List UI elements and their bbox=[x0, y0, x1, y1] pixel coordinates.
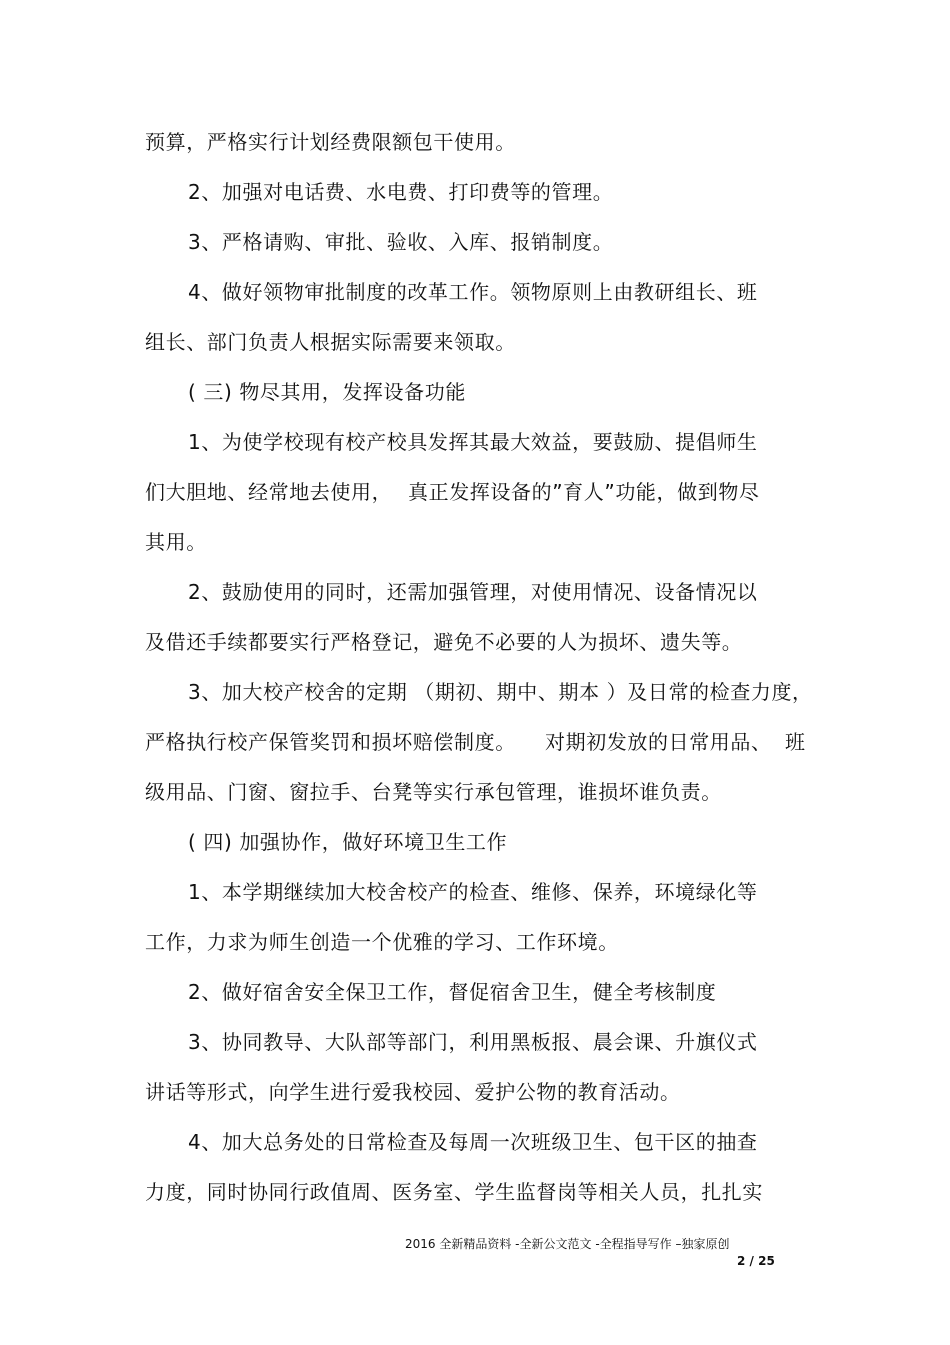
line-text: ( 四) 加强协作，做好环境卫生工作 bbox=[188, 830, 508, 854]
line-text: 班 bbox=[785, 730, 806, 754]
line-text: 2、做好宿舍安全保卫工作，督促宿舍卫生，健全考核制度 bbox=[188, 980, 717, 1004]
line-text: 1、本学期继续加大校舍校产的检查、维修、保养，环境绿化等 bbox=[188, 880, 758, 904]
line-text: 2、加强对电话费、水电费、打印费等的管理。 bbox=[188, 180, 614, 204]
line-text: 工作，力求为师生创造一个优雅的学习、工作环境。 bbox=[145, 930, 619, 954]
line-text: 3、严格请购、审批、验收、入库、报销制度。 bbox=[188, 230, 614, 254]
line-text: 预算，严格实行计划经费限额包干使用。 bbox=[145, 130, 516, 154]
line-text: 严格执行校产保管奖罚和损坏赔偿制度。 bbox=[145, 730, 516, 754]
line-text: 们大胆地、经常地去使用， bbox=[145, 480, 393, 504]
line-text: ( 三) 物尽其用，发挥设备功能 bbox=[188, 380, 466, 404]
page-number-text: 2 / 25 bbox=[737, 1254, 775, 1268]
line-text: 4、加大总务处的日常检查及每周一次班级卫生、包干区的抽查 bbox=[188, 1130, 758, 1154]
line-text: 3、协同教导、大队部等部门，利用黑板报、晨会课、升旗仪式 bbox=[188, 1030, 758, 1054]
line-text: 3、加大校产校舍的定期 （期初、期中、期本 ）及日常的检查力度， bbox=[188, 680, 813, 704]
line-text: 4、做好领物审批制度的改革工作。领物原则上由教研组长、班 bbox=[188, 280, 758, 304]
line-text: 级用品、门窗、窗拉手、台凳等实行承包管理，谁损坏谁负责。 bbox=[145, 780, 722, 804]
line-text: 1、为使学校现有校产校具发挥其最大效益，要鼓励、提倡师生 bbox=[188, 430, 758, 454]
line-text: 2、鼓励使用的同时，还需加强管理，对使用情况、设备情况以 bbox=[188, 580, 758, 604]
line-text: 对期初发放的日常用品、 bbox=[545, 730, 772, 754]
line-text: 力度，同时协同行政值周、医务室、学生监督岗等相关人员，扎扎实 bbox=[145, 1180, 763, 1204]
line-text: 其用。 bbox=[145, 530, 207, 554]
line-text: 组长、部门负责人根据实际需要来领取。 bbox=[145, 330, 516, 354]
line-text: 及借还手续都要实行严格登记，避免不必要的人为损坏、遗失等。 bbox=[145, 630, 743, 654]
footer-caption-text: 2016 全新精品资料 -全新公文范文 -全程指导写作 –独家原创 bbox=[405, 1237, 730, 1251]
line-text: 真正发挥设备的”育人”功能，做到物尽 bbox=[408, 480, 760, 504]
line-text: 讲话等形式，向学生进行爱我校园、爱护公物的教育活动。 bbox=[145, 1080, 681, 1104]
